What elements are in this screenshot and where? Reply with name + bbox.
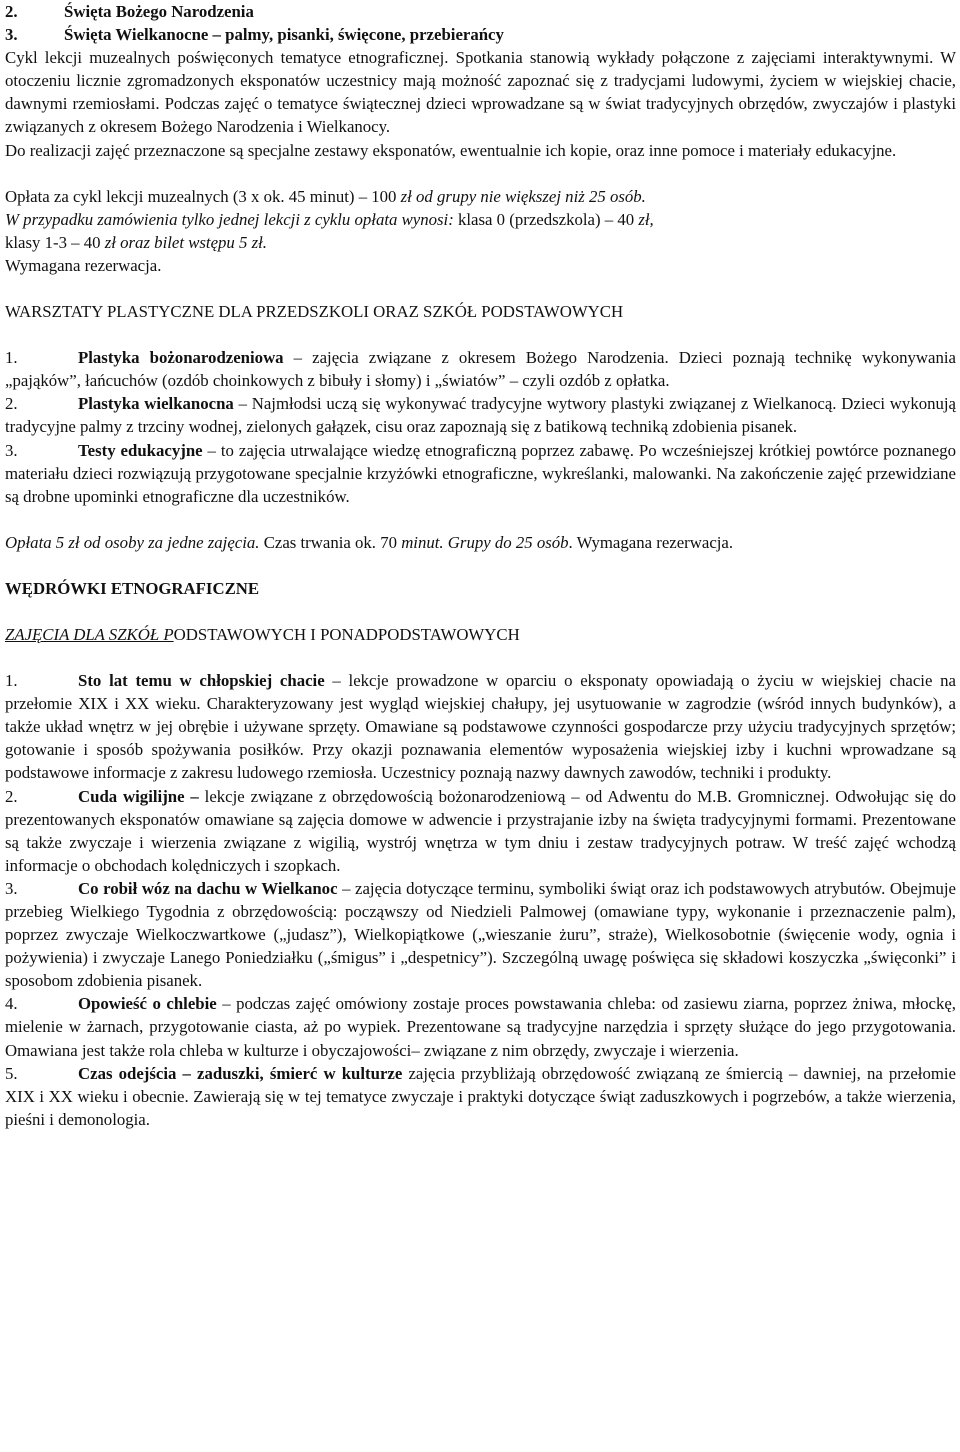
wanderings-heading: WĘDRÓWKI ETNOGRAFICZNE	[5, 578, 260, 598]
cycle-fee: Opłata za cykl lekcji muzealnych (3 x ok. 45 minut) – 100 zł od grupy nie większej niż 25 osób. W przypadku zamówienia tylko jednej lekcji z cyklu opłata wynosi: klasa 0 (przedszkola) – 40 zł, klasy 1-3 – 40 zł oraz bilet wstępu 5 zł.	[5, 186, 654, 252]
wandering-item: 3. Co robił wóz na dachu w Wielkanoc – zajęcia dotyczące terminu, symboliki świąt oraz ich podstawowych atrybutów. Obejmuje przebieg Wielkiego Tygodnia z obrzędowością: począwszy od Niedzieli Palmowej (omawiane typy, wykonanie i przeznaczenie palm), poprzez zwyczaje Wielkoczwartkowe („judasz”), Wielkopiątkowe („wieszanie żuru”, straże), Wielkosobotnie (święcenie wody, ognia i pożywienia) i zwyczaje Lanego Poniedziałku („śmigus” i „despetnicy”). Szczególną uwagę poświęca się składowi koszyczka „święconki” i sposobom zdobienia pisanek.	[5, 878, 957, 991]
workshop-item: 3. Testy edukacyjne – to zajęcia utrwalające wiedzę etnograficzną poprzez zabawę. Po wcześniejszej krótkiej powtórce poznanego materiału dzieci rozwiązują przygotowane specjalnie krzyżówki etnograficzne, wykreślanki, malowanki. Na zakończenie zajęć przewidziane są drobne upominki etnograficzne dla uczestników.	[5, 440, 956, 506]
list-number: 3.	[5, 25, 18, 45]
cycle-description: Cykl lekcji muzealnych poświęconych tematyce etnograficznej. Spotkania stanowią wykłady połączone z zajęciami interaktywnymi. W otoczeniu licznie zgromadzonych eksponatów uczestnicy mają możność zapoznać się z tradycjami ludowymi, życiem w wiejskiej chacie, dawnymi rzemiosłami. Podczas zajęć o tematyce świątecznej dzieci wprowadzane są w świat tradycyjnych obrzędów, zwyczajów i plastyki związanych z okresem Bożego Narodzenia i Wielkanocy.	[5, 48, 956, 137]
reservation-note: Wymagana rezerwacja.	[5, 255, 162, 275]
workshops-heading: WARSZTATY PLASTYCZNE DLA PRZEDSZKOLI ORAZ SZKÓŁ PODSTAWOWYCH	[5, 302, 624, 322]
workshop-item: 1. Plastyka bożonarodzeniowa – zajęcia związane z okresem Bożego Narodzenia. Dzieci poznają technikę wykonywania „pająków”, łańcuchów (ozdób choinkowych z bibuły i słomy) i „światów” – czyli ozdób z opłatka.	[5, 348, 956, 391]
list-item-christmas	[5, 0, 956, 23]
wandering-item: 1. Sto lat temu w chłopskiej chacie – lekcje prowadzone w oparciu o eksponaty opowiadają o życiu w wiejskiej chacie na przełomie XIX i XX wieku. Charakteryzowany jest wygląd wiejskiej chałupy, jej usytuowanie w zagrodzie (wśród innych budynków), a także układ wnętrz w jej obrębie i używane sprzęty. Omawiane są podstawowe czynności gospodarcze przy użyciu tradycyjnych sprzętów; gotowanie i sposób spożywania posiłków. Przy okazji poznawania elementów wyposażenia wiejskiej izby i kuchni wprowadzane są podstawowe informacje z zakresu ludowego rzemiosła. Uczestnicy poznają nazwy dawnych zawodów, techniki i produkty.	[5, 671, 956, 783]
wandering-item: 4. Opowieść o chlebie – podczas zajęć omówiony zostaje proces powstawania chleba: od zasiewu ziarna, poprzez żniwa, młockę, mielenie w żarnach, przygotowanie ciasta, aż po wypiek. Prezentowane są tradycyjne narzędzia i sprzęty służące do jego przygotowania. Omawiana jest także rola chleba w kulturze i obyczajowości– związane z nim obrzędy, zwyczaje i wierzenia.	[5, 994, 956, 1060]
wandering-item: 5. Czas odejścia – zaduszki, śmierć w kulturze zajęcia przybliżają obrzędowość związaną ze śmiercią – dawniej, na przełomie XIX i XX wieku i obecnie. Zawierają się w tej tematyce zwyczaje i praktyki dotyczące świąt zaduszkowych i pogrzebów, a także wierzenia, pieśni i demonologia.	[5, 1063, 957, 1129]
list-label: Święta Wielkanocne – palmy, pisanki, święcone, przebierańcy	[64, 25, 504, 45]
wanderings-subheading: ZAJĘCIA DLA SZKÓŁ PODSTAWOWYCH I PONADPODSTAWOWYCH	[5, 624, 520, 644]
workshop-item: 2. Plastyka wielkanocna – Najmłodsi uczą się wykonywać tradycyjne wytwory plastyki związanej z Wielkanocą. Dzieci wykonują tradycyjne palmy z trzciny wodnej, zielonych gałązek, cisu oraz zapoznają się z batikową techniką zdobienia pisanek.	[5, 394, 956, 437]
materials-description: Do realizacji zajęć przeznaczone są specjalne zestawy eksponatów, ewentualnie ich kopie, oraz inne pomoce i materiały edukacyjne.	[5, 140, 897, 160]
list-number: 2.	[5, 2, 18, 21]
wandering-item: 2. Cuda wigilijne – lekcje związane z obrzędowością bożonarodzeniową – od Adwentu do M.B. Gromnicznej. Odwołując się do prezentowanych eksponatów omawiane są zajęcia domowe w adwencie i przystrajanie izby na święta tradycyjnymi formami. Prezentowane są także zwyczaje i wierzenia związane z wigilią, wystrój wnętrza w tym dniu i zestaw tradycyjnych potraw. W treść zajęć wchodzą informacje o obchodach kolędniczych i szopkach.	[5, 786, 956, 875]
workshops-fee: Opłata 5 zł od osoby za jedne zajęcia. Czas trwania ok. 70 minut. Grupy do 25 osób. Wymagana rezerwacja.	[5, 532, 734, 552]
list-label: Święta Bożego Narodzenia	[64, 2, 254, 21]
list-item-easter	[5, 23, 956, 46]
